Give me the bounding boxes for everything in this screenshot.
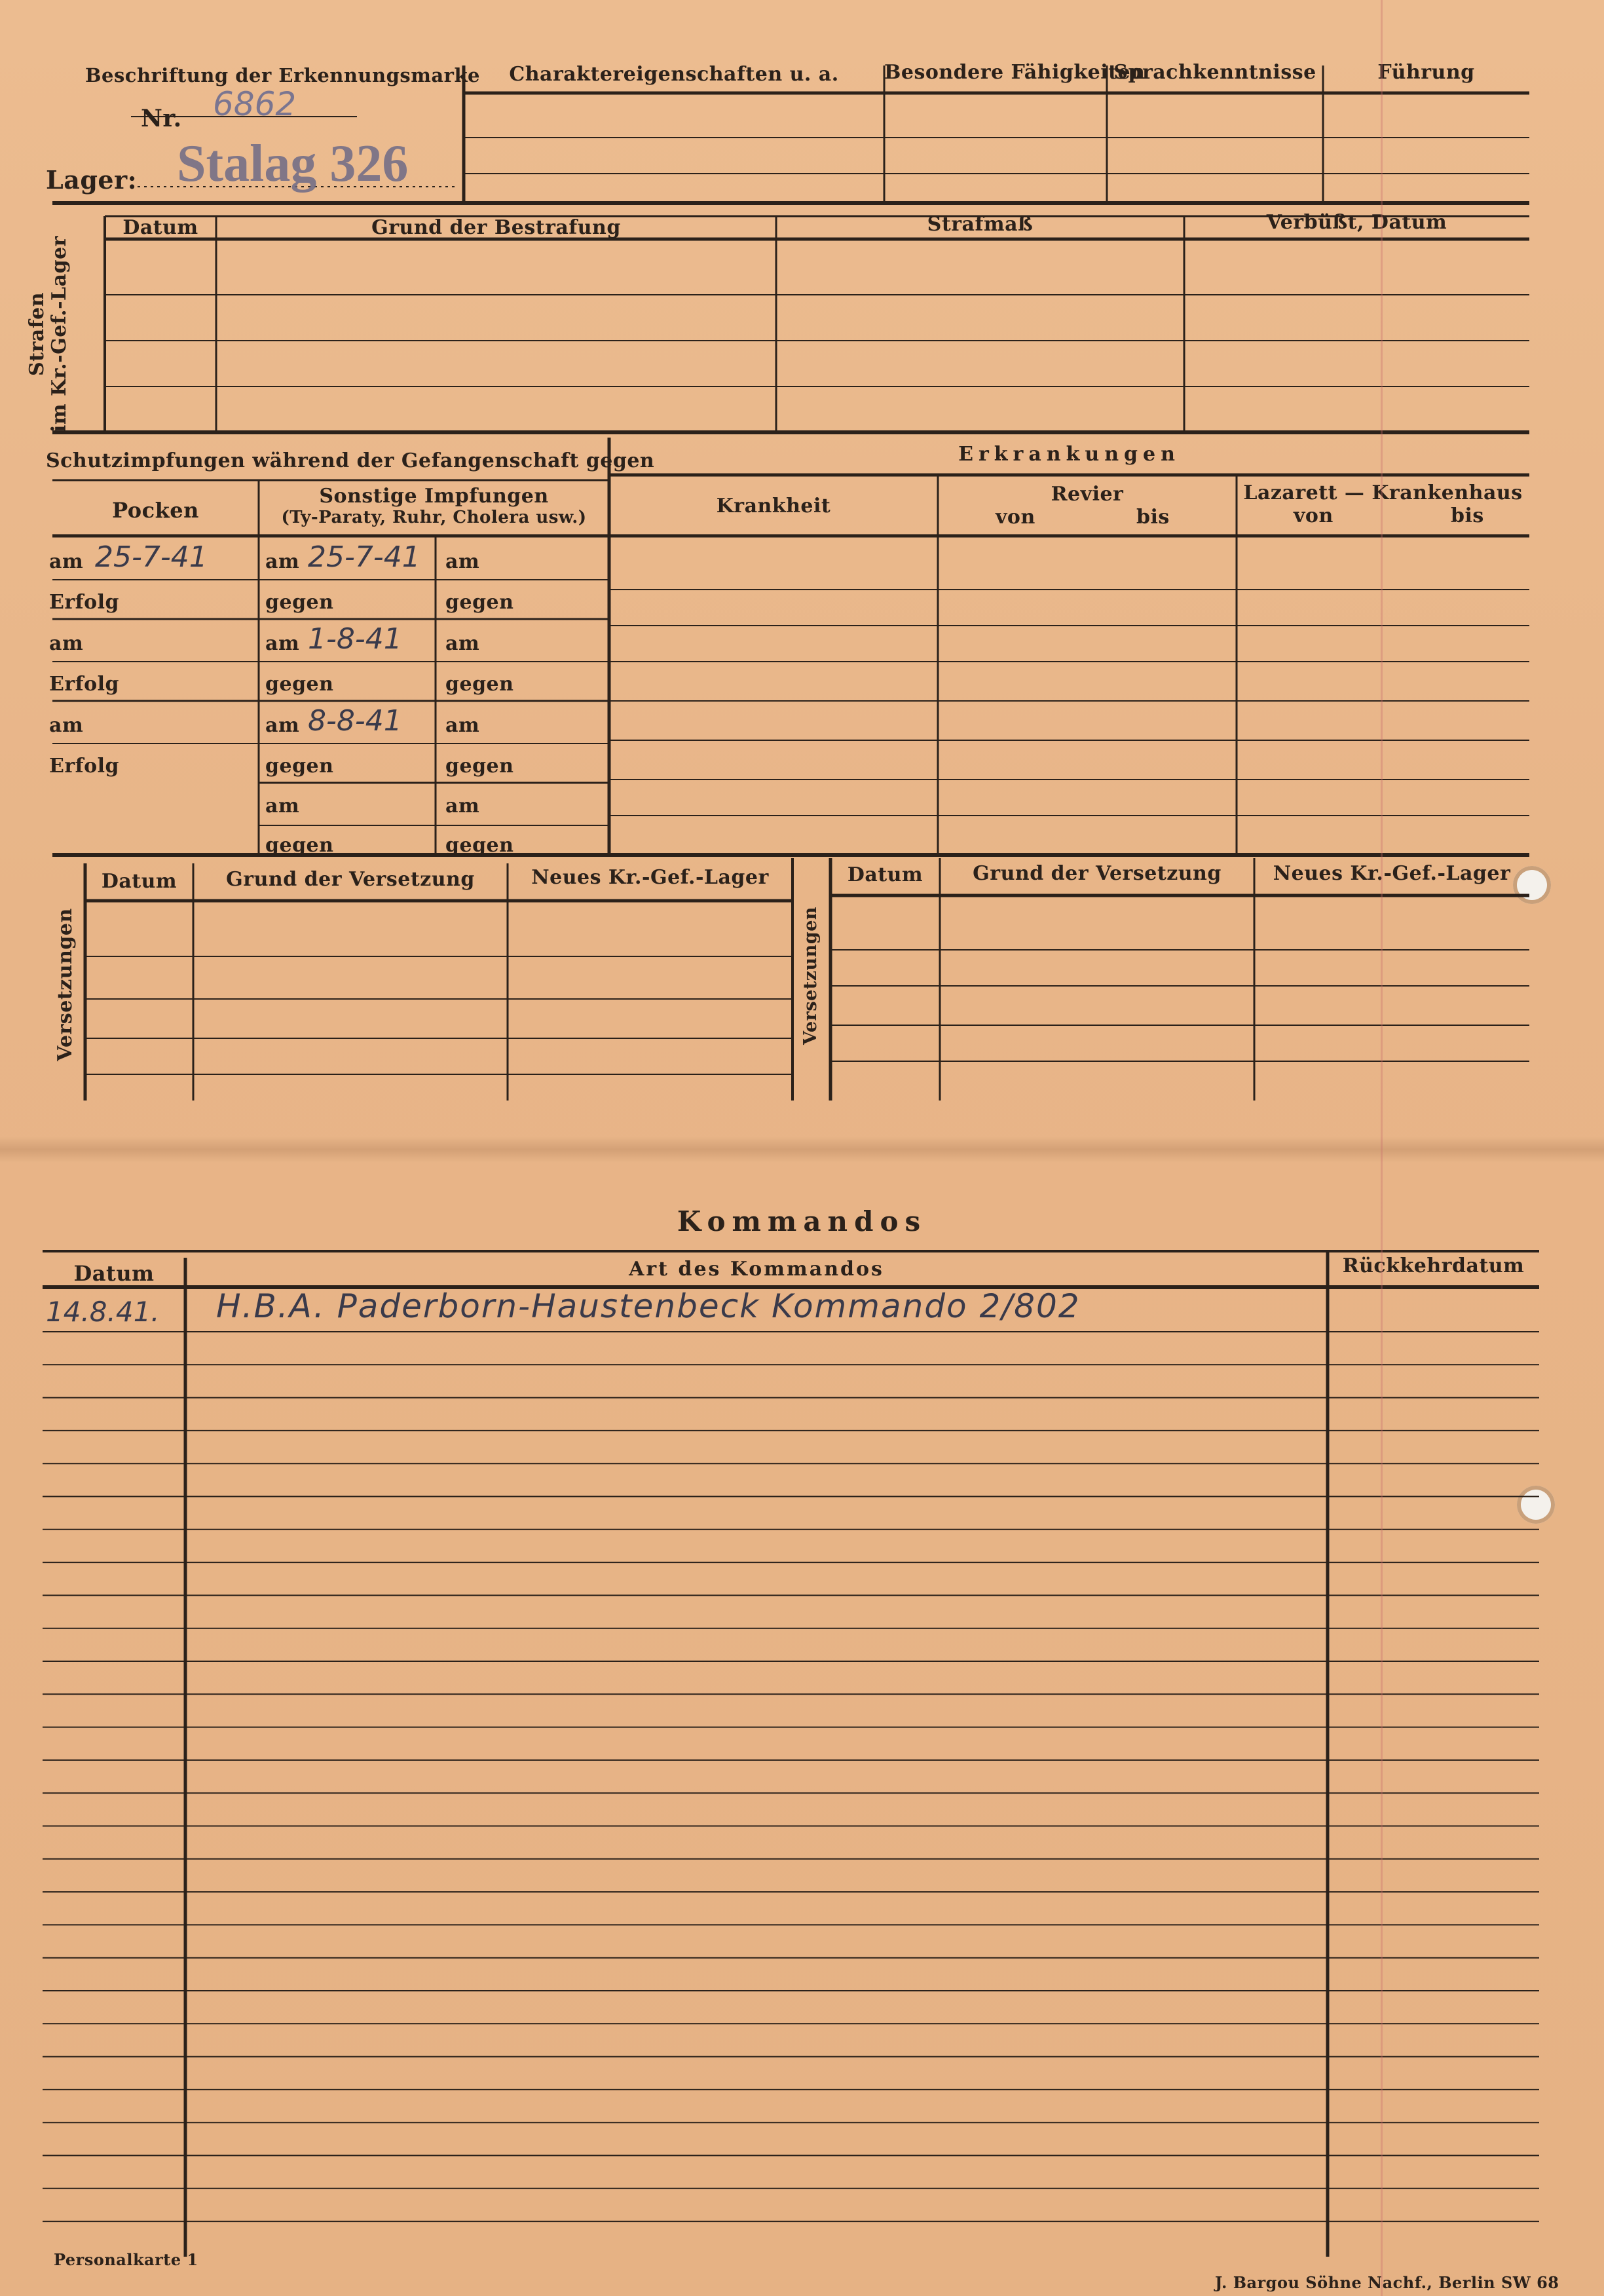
- versetzungen-side-left: Versetzungen: [54, 908, 77, 1061]
- lazarett-label: Lazarett — Krankenhaus: [1243, 481, 1523, 504]
- lager-stamp: Stalag 326: [177, 135, 409, 193]
- sonstige-b-gegen-2: gegen: [445, 673, 514, 696]
- sonstige-am-4: am: [265, 795, 300, 818]
- versetzungen-left-col-datum: Datum: [101, 870, 177, 893]
- sonstige-b-gegen-1: gegen: [445, 591, 514, 614]
- col-besondere-faehigkeiten: Besondere Fähigkeiten: [884, 61, 1146, 84]
- sonstige-gegen-1: gegen: [265, 591, 334, 614]
- versetzungen-right-col-datum: Datum: [847, 863, 923, 886]
- pocken-am-1: am: [49, 550, 84, 573]
- strafen-col-datum: Datum: [122, 216, 198, 239]
- erkrankungen-title: Erkrankungen: [958, 443, 1180, 466]
- strafen-side-label: [26, 236, 71, 432]
- versetzungen-right-col-lager: Neues Kr.-Gef.-Lager: [1273, 862, 1511, 885]
- sonstige-am-1: am: [265, 550, 300, 573]
- sonstige-b-am-1: am: [445, 550, 480, 573]
- sonstige-b-am-3: am: [445, 714, 480, 737]
- sonstige-date-3: 8-8-41: [308, 704, 402, 738]
- pocken-am-2: am: [49, 632, 84, 655]
- kommando-entry-date: 14.8.41.: [46, 1296, 160, 1328]
- col-fuehrung: Führung: [1377, 61, 1475, 84]
- erkennungsmarke-label: Beschriftung der Erkennungsmarke: [85, 64, 481, 86]
- sonstige-b-gegen-3: gegen: [445, 755, 514, 778]
- sonstige-b-gegen-4: gegen: [445, 834, 514, 857]
- sonstige-b-am-2: am: [445, 632, 480, 655]
- pocken-erfolg-2: Erfolg: [49, 673, 119, 696]
- versetzungen-right-col-grund: Grund der Versetzung: [973, 862, 1222, 885]
- sonstige-gegen-4: gegen: [265, 834, 334, 857]
- col-sprachkenntnisse: Sprachkenntnisse: [1113, 61, 1316, 84]
- sonstige-label: Sonstige Impfungen: [319, 485, 549, 508]
- lager-label: Lager:: [46, 165, 138, 195]
- lazarett-von: von: [1294, 504, 1334, 527]
- pocken-label: Pocken: [112, 498, 199, 523]
- kommandos-col-art: Art des Kommandos: [629, 1258, 884, 1281]
- kommandos-col-datum: Datum: [73, 1261, 155, 1286]
- revier-von: von: [996, 506, 1035, 529]
- versetzungen-left-col-lager: Neues Kr.-Gef.-Lager: [531, 866, 769, 889]
- strafen-side-2: im Kr.-Gef.-Lager: [48, 236, 71, 432]
- strafen-side-1: Strafen: [26, 292, 48, 377]
- sonstige-gegen-3: gegen: [265, 755, 334, 778]
- kommandos-col-rueckkehr: Rückkehrdatum: [1342, 1254, 1525, 1277]
- footer-printer: J. Bargou Söhne Nachf., Berlin SW 68: [1215, 2273, 1559, 2292]
- kommando-entry-text: H.B.A. Paderborn-Haustenbeck Kommando 2/802: [216, 1287, 1081, 1325]
- nr-label: Nr.: [141, 105, 182, 132]
- pocken-am-3: am: [49, 714, 84, 737]
- sonstige-am-3: am: [265, 714, 300, 737]
- strafen-col-grund: Grund der Bestrafung: [371, 216, 621, 239]
- footer-form-number: Personalkarte 1: [54, 2250, 198, 2269]
- sonstige-b-am-4: am: [445, 795, 480, 818]
- strafen-col-strafmass: Strafmaß: [927, 213, 1034, 236]
- pocken-date-1: 25-7-41: [95, 540, 208, 574]
- versetzungen-side-right: Versetzungen: [800, 906, 821, 1045]
- sonstige-gegen-2: gegen: [265, 673, 334, 696]
- pocken-erfolg-1: Erfolg: [49, 591, 119, 614]
- sonstige-am-2: am: [265, 632, 300, 655]
- lazarett-bis: bis: [1451, 504, 1484, 527]
- revier-label: Revier: [1051, 483, 1124, 506]
- margin-line: [1381, 0, 1383, 2296]
- kommandos-title: Kommandos: [677, 1205, 927, 1237]
- sonstige-date-2: 1-8-41: [308, 622, 402, 656]
- revier-bis: bis: [1136, 506, 1170, 529]
- krankheit-label: Krankheit: [716, 495, 831, 518]
- versetzungen-left-col-grund: Grund der Versetzung: [226, 868, 475, 891]
- sonstige-sublabel: (Ty-Paraty, Ruhr, Cholera usw.): [281, 508, 587, 527]
- strafen-col-verbuesst: Verbüßt, Datum: [1266, 211, 1447, 234]
- impfungen-title: Schutzimpfungen während der Gefangenschaft gegen: [46, 449, 655, 472]
- nr-value: 6862: [213, 85, 297, 123]
- pocken-erfolg-3: Erfolg: [49, 755, 119, 778]
- col-charaktereigenschaften: Charaktereigenschaften u. a.: [509, 63, 839, 86]
- sonstige-date-1: 25-7-41: [308, 540, 420, 574]
